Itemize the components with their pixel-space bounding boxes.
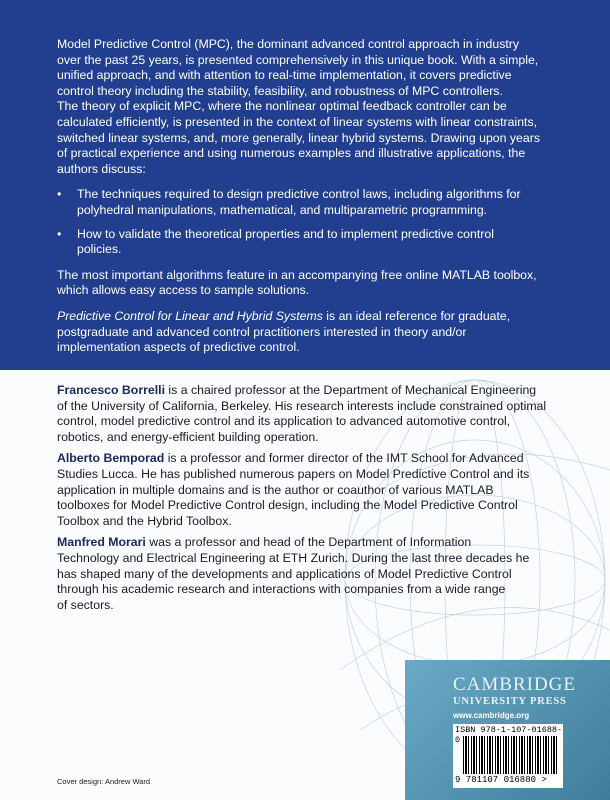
text-line: switched linear systems, and, more generally, linear hybrid systems. Drawing upon years <box>57 130 540 145</box>
text-line: is an ideal reference for graduate, <box>322 308 511 323</box>
author-bio <box>57 535 546 613</box>
barcode <box>453 724 563 788</box>
text-line: The most important algorithms feature in an accompanying free online MATLAB toolbox, <box>57 267 537 282</box>
text-line: control theory including the stability, feasibility, and robustness of MPC controllers. <box>57 83 503 98</box>
bullet-item <box>57 227 540 258</box>
bullet-item <box>57 187 540 218</box>
text-line: is a chaired professor at the Department of Mechanical Engineering <box>164 383 537 397</box>
author-column <box>57 383 546 619</box>
author-name: Alberto Bemporad <box>57 451 165 466</box>
isbn-text: ISBN 978-1-107-01688-0 <box>455 725 563 745</box>
text-line <box>57 535 546 551</box>
toolbox-paragraph <box>57 268 540 299</box>
author-bio <box>57 383 546 445</box>
text-line: which allows easy access to sample solutions. <box>57 283 310 298</box>
text-line: policies. <box>77 242 122 257</box>
text-line: application in multiple domains and is the author or coauthor of various MATLAB <box>57 482 494 497</box>
text-line: The theory of explicit MPC, where the nonlinear optimal feedback controller can be <box>57 99 507 114</box>
barcode-number: 9 781107 016880 > <box>455 775 547 785</box>
publisher-logo: CAMBRIDGE <box>453 674 577 695</box>
barcode-bars <box>463 736 558 774</box>
bullet-icon: • <box>57 226 62 241</box>
text-line: unified approach, and with attention to real-time implementation, it covers predictive <box>57 68 512 83</box>
author-name: Francesco Borrelli <box>57 383 165 397</box>
text-line: has shaped many of the developments and applications of Model Predictive Control <box>57 566 512 581</box>
bullet-icon: • <box>57 187 62 202</box>
publisher-block <box>405 660 610 800</box>
intro-paragraph <box>57 37 540 177</box>
text-line: The techniques required to design predictive control laws, including algorithms for <box>77 187 521 202</box>
description-panel <box>0 0 610 370</box>
bullet-list <box>57 187 540 257</box>
text-line: Studies Lucca. He has published numerous papers on Model Predictive Control and its <box>57 466 530 481</box>
text-line: over the past 25 years, is presented comprehensively in this unique book. With a simple, <box>57 52 539 67</box>
publisher-subtitle: UNIVERSITY PRESS <box>453 696 567 707</box>
cover-credit: Cover design: Andrew Ward <box>57 777 151 786</box>
text-line: postgraduate and advanced control practitioners interested in theory and/or <box>57 324 467 339</box>
text-line: through his academic research and interactions with companies from a wide range <box>57 582 506 597</box>
publisher-url: www.cambridge.org <box>453 711 530 720</box>
text-line: control, model predictive control and its application to advanced automotive control, <box>57 414 511 429</box>
text-line: authors discuss: <box>57 161 146 176</box>
text-line: Toolbox and the Hybrid Toolbox. <box>57 513 232 528</box>
text-line: is a professor and former director of the IMT School for Advanced <box>164 451 524 466</box>
closing-paragraph <box>57 309 540 356</box>
text-line: polyhedral manipulations, mathematical, and multiparametric programming. <box>77 202 488 217</box>
author-name: Manfred Morari <box>57 535 146 550</box>
text-line: calculated efficiently, is presented in the context of linear systems with linear constraints, <box>57 114 538 129</box>
text-line <box>57 383 546 399</box>
author-bio <box>57 451 546 529</box>
text-line: was a professor and head of the Department of Information <box>145 535 472 550</box>
text-line: robotics, and energy-efficient building operation. <box>57 429 319 444</box>
text-line: of sectors. <box>57 597 114 612</box>
text-line <box>57 451 546 467</box>
text-line: of the University of California, Berkeley. His research interests include constrained optimal <box>57 398 547 413</box>
text-line: How to validate the theoretical properties and to implement predictive control <box>77 226 494 241</box>
text-line: of practical experience and using numerous examples and illustrative applications, the <box>57 146 526 161</box>
book-title: Predictive Control for Linear and Hybrid Systems <box>57 308 323 323</box>
text-line: toolboxes for Model Predictive Control design, including the Model Predictive Control <box>57 498 518 513</box>
text-line: Technology and Electrical Engineering at ETH Zurich. During the last three decades he <box>57 550 530 565</box>
text-line <box>57 309 540 325</box>
text-line: Model Predictive Control (MPC), the dominant advanced control approach in industry <box>57 37 520 51</box>
text-line: implementation aspects of predictive control. <box>57 340 300 355</box>
description-column <box>57 37 540 366</box>
